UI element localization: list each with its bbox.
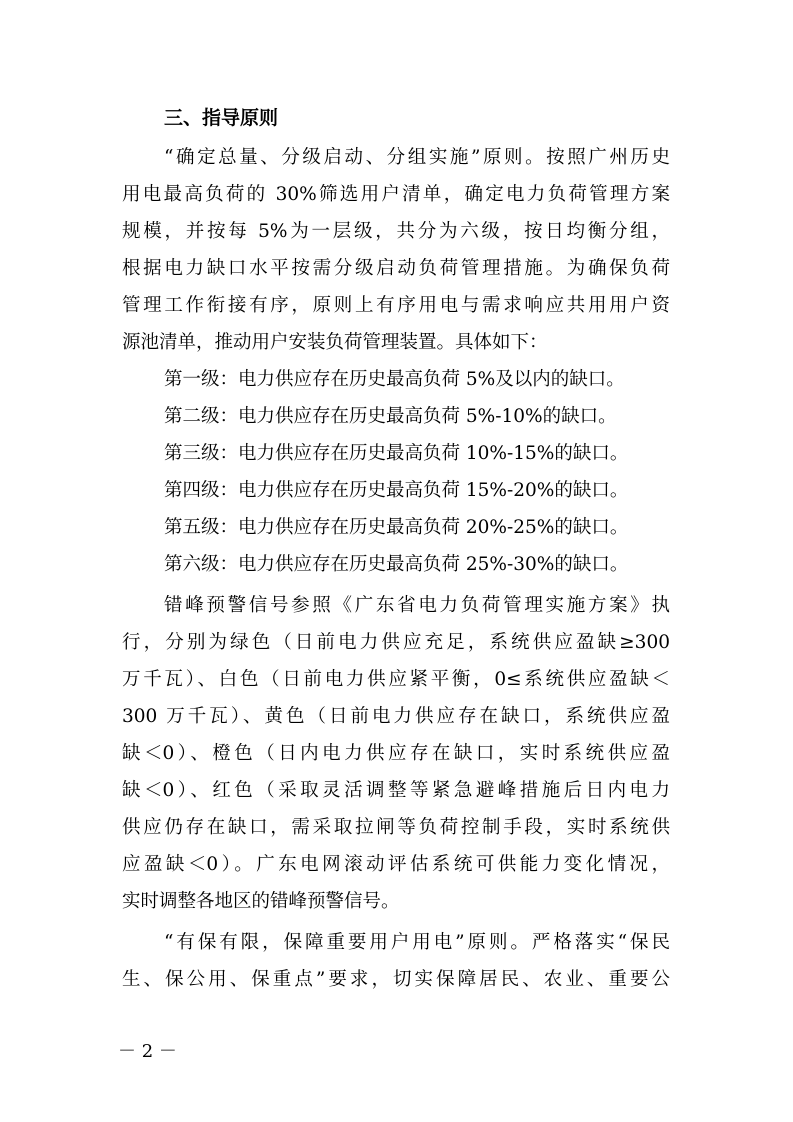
paragraph-line: 缺＜0）、橙色（日内电力供应存在缺口，实时系统供应盈 [122,743,670,764]
paragraph-line: 源池清单，推动用户安装负荷管理装置。具体如下： [122,332,548,353]
paragraph-line: 实时调整各地区的错峰预警信号。 [122,891,400,912]
paragraph-line: “确定总量、分级启动、分组实施”原则。按照广州历史 [164,147,670,168]
level-item: 第三级：电力供应存在历史最高负荷 10%-15%的缺口。 [164,443,629,464]
level-item: 第六级：电力供应存在历史最高负荷 25%-30%的缺口。 [164,554,629,575]
paragraph-line: 万千瓦）、白色（日前电力供应紧平衡，0≤系统供应盈缺＜ [122,669,670,690]
paragraph-line: 行，分别为绿色（日前电力供应充足，系统供应盈缺≥300 [122,632,670,653]
paragraph-line: “有保有限，保障重要用户用电”原则。严格落实“保民 [164,932,670,953]
paragraph-line: 应盈缺＜0）。广东电网滚动评估系统可供能力变化情况， [122,854,670,875]
page-number: － 2 － [118,1041,177,1062]
paragraph-line: 生、保公用、保重点”要求，切实保障居民、农业、重要公 [122,969,670,990]
section-heading: 三、指导原则 [164,107,279,129]
paragraph-line: 根据电力缺口水平按需分级启动负荷管理措施。为确保负荷 [122,258,670,279]
level-item: 第一级：电力供应存在历史最高负荷 5%及以内的缺口。 [164,369,625,390]
paragraph-line: 管理工作衔接有序，原则上有序用电与需求响应共用用户资 [122,295,670,316]
paragraph-line: 缺＜0）、红色（采取灵活调整等紧急避峰措施后日内电力 [122,780,670,801]
level-item: 第五级：电力供应存在历史最高负荷 20%-25%的缺口。 [164,517,629,538]
level-item: 第二级：电力供应存在历史最高负荷 5%-10%的缺口。 [164,406,617,427]
paragraph-line: 供应仍存在缺口，需采取拉闸等负荷控制手段，实时系统供 [122,817,670,838]
paragraph-line: 300 万千瓦）、黄色（日前电力供应存在缺口，系统供应盈 [122,706,670,727]
paragraph-line: 用电最高负荷的 30%筛选用户清单，确定电力负荷管理方案 [122,184,670,205]
paragraph-line: 错峰预警信号参照《广东省电力负荷管理实施方案》执 [164,595,670,616]
paragraph-line: 规模，并按每 5%为一层级，共分为六级，按日均衡分组， [122,221,670,242]
level-item: 第四级：电力供应存在历史最高负荷 15%-20%的缺口。 [164,480,629,501]
